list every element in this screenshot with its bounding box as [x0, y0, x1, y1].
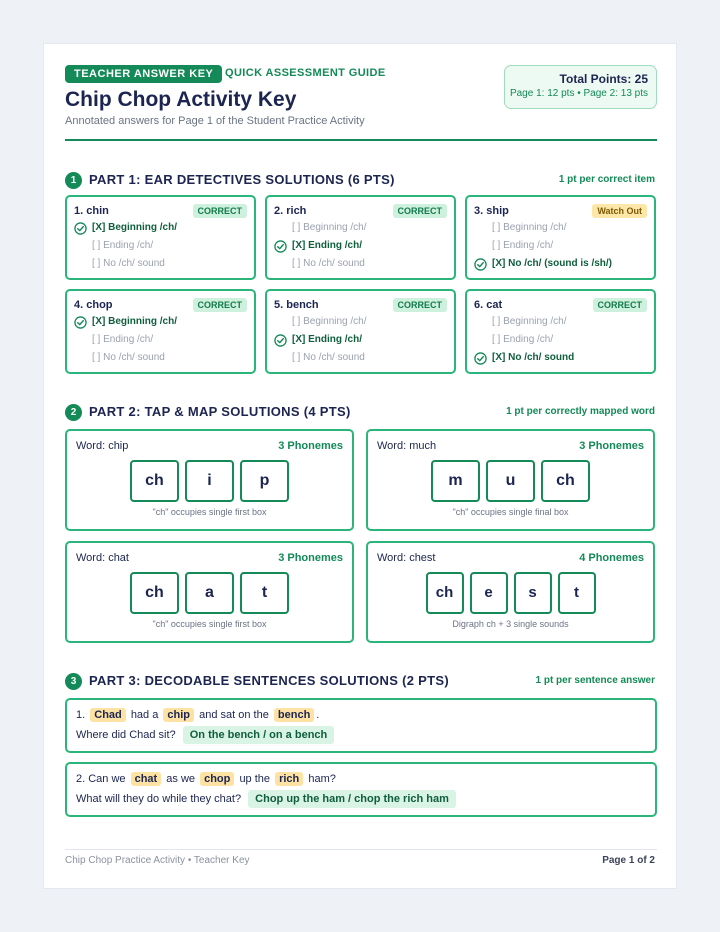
phoneme-boxes: [368, 572, 653, 614]
correct-badge: CORRECT: [193, 204, 248, 218]
part3-title: PART 3: DECODABLE SENTENCES SOLUTIONS (2 PTS): [89, 673, 449, 688]
sentence-text: .: [316, 709, 320, 721]
map-word: Word: chip: [76, 440, 129, 452]
phoneme-box: u: [486, 460, 535, 502]
highlight-word: chop: [200, 772, 234, 786]
sentence-2: [76, 773, 336, 785]
phoneme-boxes: [368, 460, 653, 502]
page-number: Page 1 of 2: [602, 855, 655, 866]
question-2: [76, 793, 456, 805]
part3-note: 1 pt per sentence answer: [535, 675, 655, 686]
selected-option: [X] No /ch/ sound: [492, 352, 575, 363]
option: [ ] Ending /ch/: [92, 240, 154, 251]
highlight-word: rich: [275, 772, 303, 786]
sentence-text: and sat on the: [199, 709, 269, 721]
phoneme-count: 3 Phonemes: [579, 440, 644, 452]
ear-word: 1. chin: [74, 205, 109, 217]
phoneme-boxes: [67, 572, 352, 614]
phoneme-box: ch: [130, 460, 179, 502]
watch-out-badge: Watch Out: [592, 204, 647, 218]
guide-label: QUICK ASSESSMENT GUIDE: [225, 67, 386, 79]
sentence-text: had a: [130, 709, 159, 721]
part2-note: 1 pt per correctly mapped word: [506, 406, 655, 417]
map-word: Word: chat: [76, 552, 129, 564]
highlight-word: Chad: [90, 708, 126, 722]
selected-option: [X] No /ch/ (sound is /sh/): [492, 258, 612, 269]
map-word: Word: much: [377, 440, 437, 452]
correct-badge: CORRECT: [393, 298, 448, 312]
check-circle-icon: [274, 334, 287, 347]
phoneme-box: ch: [541, 460, 590, 502]
part1-number: 1: [65, 172, 82, 189]
ear-card: [265, 195, 456, 280]
ear-word: 4. chop: [74, 299, 113, 311]
ear-card: [465, 289, 656, 374]
ear-word: 3. ship: [474, 205, 509, 217]
sentence-text: up the: [239, 773, 271, 785]
phoneme-box: p: [240, 460, 289, 502]
selected-option: [X] Ending /ch/: [292, 240, 362, 251]
question-text: Where did Chad sit?: [76, 729, 176, 741]
option: [ ] Ending /ch/: [492, 334, 554, 345]
map-note: "ch" occupies single first box: [152, 507, 267, 517]
selected-option: [X] Ending /ch/: [292, 334, 362, 345]
points-breakdown: Page 1: 12 pts • Page 2: 13 pts: [509, 88, 648, 99]
phoneme-box: e: [470, 572, 508, 614]
part2-title: PART 2: TAP & MAP SOLUTIONS (4 PTS): [89, 404, 351, 419]
part2-number: 2: [65, 404, 82, 421]
tap-map-card: [366, 429, 655, 531]
map-note: "ch" occupies single first box: [152, 619, 267, 629]
option: [ ] Beginning /ch/: [492, 222, 567, 233]
header-divider: [65, 139, 657, 141]
ear-card: [65, 289, 256, 374]
check-circle-icon: [74, 316, 87, 329]
answer-key-page: [43, 43, 677, 889]
check-circle-icon: [74, 222, 87, 235]
sentence-text: 1.: [76, 709, 86, 721]
answer-chip: On the bench / on a bench: [183, 726, 335, 744]
ear-card: [265, 289, 456, 374]
page-subtitle: Annotated answers for Page 1 of the Student Practice Activity: [65, 115, 365, 127]
ear-word: 2. rich: [274, 205, 307, 217]
option: [ ] Ending /ch/: [492, 240, 554, 251]
sentence-text: 2. Can we: [76, 773, 126, 785]
option: [ ] Beginning /ch/: [292, 222, 367, 233]
phoneme-count: 3 Phonemes: [278, 552, 343, 564]
page-title: Chip Chop Activity Key: [65, 88, 297, 111]
option: [ ] Ending /ch/: [92, 334, 154, 345]
check-circle-icon: [274, 240, 287, 253]
phoneme-box: m: [431, 460, 480, 502]
check-circle-icon: [474, 352, 487, 365]
sentence-card-2: [65, 762, 657, 817]
phoneme-count: 3 Phonemes: [278, 440, 343, 452]
tap-map-card: [366, 541, 655, 643]
question-1: [76, 729, 334, 741]
ear-word: 6. cat: [474, 299, 503, 311]
ear-card: [65, 195, 256, 280]
phoneme-boxes: [67, 460, 352, 502]
option: [ ] No /ch/ sound: [292, 258, 365, 269]
map-note: "ch" occupies single final box: [452, 507, 569, 517]
tap-map-card: [65, 429, 354, 531]
footer-divider: [65, 849, 657, 850]
tap-map-card: [65, 541, 354, 643]
check-circle-icon: [474, 258, 487, 271]
option: [ ] Beginning /ch/: [492, 316, 567, 327]
part3-number: 3: [65, 673, 82, 690]
option: [ ] No /ch/ sound: [92, 352, 165, 363]
answer-chip: Chop up the ham / chop the rich ham: [248, 790, 456, 808]
option: [ ] No /ch/ sound: [92, 258, 165, 269]
footer-title: Chip Chop Practice Activity • Teacher Key: [65, 855, 250, 866]
correct-badge: CORRECT: [193, 298, 248, 312]
ear-card: [465, 195, 656, 280]
phoneme-box: ch: [426, 572, 464, 614]
part1-note: 1 pt per correct item: [558, 174, 655, 185]
phoneme-box: ch: [130, 572, 179, 614]
correct-badge: CORRECT: [593, 298, 648, 312]
highlight-word: chip: [163, 708, 194, 722]
selected-option: [X] Beginning /ch/: [92, 222, 177, 233]
option: [ ] Beginning /ch/: [292, 316, 367, 327]
sentence-text: as we: [166, 773, 196, 785]
question-text: What will they do while they chat?: [76, 793, 242, 805]
total-points-box: [504, 65, 657, 109]
teacher-answer-key-badge: TEACHER ANSWER KEY: [65, 65, 222, 83]
phoneme-box: s: [514, 572, 552, 614]
selected-option: [X] Beginning /ch/: [92, 316, 177, 327]
total-points: Total Points: 25: [559, 72, 648, 86]
phoneme-box: t: [240, 572, 289, 614]
highlight-word: chat: [131, 772, 162, 786]
option: [ ] No /ch/ sound: [292, 352, 365, 363]
ear-word: 5. bench: [274, 299, 319, 311]
sentence-text: ham?: [308, 773, 336, 785]
map-note: Digraph ch + 3 single sounds: [452, 619, 569, 629]
highlight-word: bench: [274, 708, 314, 722]
phoneme-box: i: [185, 460, 234, 502]
sentence-card-1: [65, 698, 657, 753]
phoneme-box: t: [558, 572, 596, 614]
phoneme-count: 4 Phonemes: [579, 552, 644, 564]
correct-badge: CORRECT: [393, 204, 448, 218]
map-word: Word: chest: [377, 552, 436, 564]
sentence-1: [76, 709, 319, 721]
part1-title: PART 1: EAR DETECTIVES SOLUTIONS (6 PTS): [89, 172, 395, 187]
phoneme-box: a: [185, 572, 234, 614]
